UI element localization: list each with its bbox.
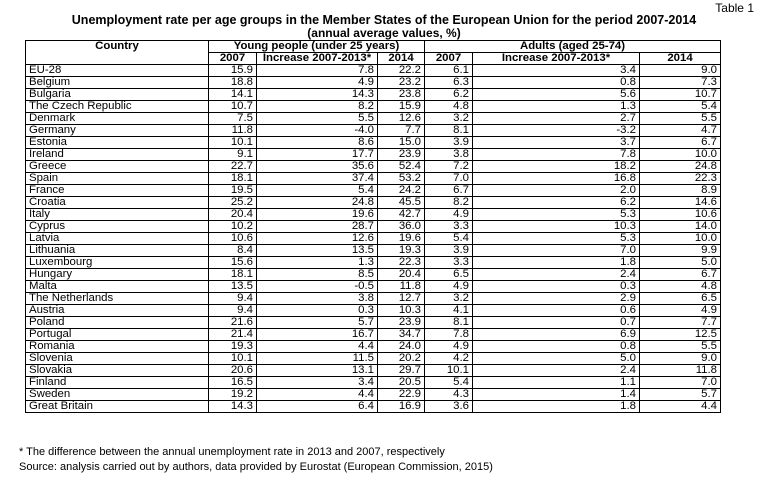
cell-country: Hungary [26, 269, 209, 281]
cell-yinc: -0.5 [257, 281, 378, 293]
cell-ainc: 18.2 [473, 161, 640, 173]
cell-a07: 3.8 [425, 149, 473, 161]
table-row [26, 389, 721, 401]
cell-y14: 23.9 [378, 149, 425, 161]
cell-country: The Czech Republic [26, 101, 209, 113]
source-note: Source: analysis carried out by authors, data provided by Eurostat (European Commission, 2015) [19, 461, 493, 473]
cell-y07: 20.6 [209, 365, 257, 377]
cell-a07: 4.1 [425, 305, 473, 317]
cell-y07: 18.1 [209, 269, 257, 281]
cell-a07: 6.2 [425, 89, 473, 101]
cell-yinc: 8.5 [257, 269, 378, 281]
table-row [26, 245, 721, 257]
footnote: * The difference between the annual unemployment rate in 2013 and 2007, respectively [19, 446, 445, 458]
cell-y14: 22.3 [378, 257, 425, 269]
cell-country: Estonia [26, 137, 209, 149]
cell-country: Great Britain [26, 401, 209, 413]
table-row [26, 221, 721, 233]
cell-ainc: 0.6 [473, 305, 640, 317]
cell-a07: 4.2 [425, 353, 473, 365]
cell-country: Austria [26, 305, 209, 317]
cell-a14: 7.0 [640, 377, 721, 389]
table-row [26, 281, 721, 293]
cell-yinc: 35.6 [257, 161, 378, 173]
cell-yinc: 4.4 [257, 341, 378, 353]
cell-country: Denmark [26, 113, 209, 125]
cell-y07: 19.3 [209, 341, 257, 353]
cell-yinc: 7.8 [257, 65, 378, 77]
cell-ainc: 5.6 [473, 89, 640, 101]
cell-a14: 11.8 [640, 365, 721, 377]
cell-a14: 14.6 [640, 197, 721, 209]
cell-a14: 5.7 [640, 389, 721, 401]
cell-y07: 20.4 [209, 209, 257, 221]
cell-ainc: 2.4 [473, 269, 640, 281]
cell-y07: 21.6 [209, 317, 257, 329]
cell-y07: 15.6 [209, 257, 257, 269]
cell-y07: 7.5 [209, 113, 257, 125]
cell-ainc: 7.0 [473, 245, 640, 257]
table-row [26, 125, 721, 137]
cell-ainc: 0.8 [473, 341, 640, 353]
table-subtitle: (annual average values, %) [307, 26, 461, 40]
cell-yinc: 17.7 [257, 149, 378, 161]
cell-country: Italy [26, 209, 209, 221]
cell-country: Sweden [26, 389, 209, 401]
cell-country: Bulgaria [26, 89, 209, 101]
cell-y14: 20.2 [378, 353, 425, 365]
cell-a14: 24.8 [640, 161, 721, 173]
cell-yinc: 37.4 [257, 173, 378, 185]
cell-country: Finland [26, 377, 209, 389]
cell-country: Malta [26, 281, 209, 293]
cell-y14: 24.0 [378, 341, 425, 353]
table-row [26, 137, 721, 149]
cell-country: Greece [26, 161, 209, 173]
table-row [26, 233, 721, 245]
table-row [26, 305, 721, 317]
cell-yinc: 6.4 [257, 401, 378, 413]
cell-a14: 5.5 [640, 341, 721, 353]
cell-a07: 3.6 [425, 401, 473, 413]
cell-country: Slovenia [26, 353, 209, 365]
cell-a14: 4.9 [640, 305, 721, 317]
cell-country: Spain [26, 173, 209, 185]
cell-yinc: 12.6 [257, 233, 378, 245]
header-young-increase: Increase 2007-2013* [257, 53, 378, 65]
cell-ainc: 5.0 [473, 353, 640, 365]
table-row [26, 89, 721, 101]
header-adults: Adults (aged 25-74) [425, 41, 721, 53]
cell-country: Lithuania [26, 245, 209, 257]
cell-yinc: 19.6 [257, 209, 378, 221]
cell-y07: 13.5 [209, 281, 257, 293]
cell-y07: 22.7 [209, 161, 257, 173]
cell-country: Cyprus [26, 221, 209, 233]
table-row [26, 329, 721, 341]
cell-ainc: 0.8 [473, 77, 640, 89]
cell-a14: 5.0 [640, 257, 721, 269]
cell-a07: 6.5 [425, 269, 473, 281]
table-row [26, 341, 721, 353]
cell-a14: 10.0 [640, 149, 721, 161]
cell-y07: 9.4 [209, 305, 257, 317]
cell-yinc: 0.3 [257, 305, 378, 317]
cell-a07: 3.2 [425, 293, 473, 305]
cell-y14: 19.6 [378, 233, 425, 245]
cell-country: Luxembourg [26, 257, 209, 269]
cell-a07: 7.0 [425, 173, 473, 185]
cell-ainc: 10.3 [473, 221, 640, 233]
cell-a07: 3.3 [425, 257, 473, 269]
cell-yinc: 5.7 [257, 317, 378, 329]
cell-yinc: 3.4 [257, 377, 378, 389]
cell-y07: 9.4 [209, 293, 257, 305]
cell-ainc: -3.2 [473, 125, 640, 137]
cell-y14: 12.7 [378, 293, 425, 305]
cell-a07: 3.2 [425, 113, 473, 125]
cell-y14: 22.2 [378, 65, 425, 77]
cell-ainc: 3.4 [473, 65, 640, 77]
table-title: Unemployment rate per age groups in the Member States of the European Union for the period 2007-2014 [71, 13, 697, 27]
cell-yinc: 5.5 [257, 113, 378, 125]
cell-yinc: 28.7 [257, 221, 378, 233]
cell-yinc: 14.3 [257, 89, 378, 101]
cell-y14: 10.3 [378, 305, 425, 317]
cell-yinc: 4.4 [257, 389, 378, 401]
cell-y14: 19.3 [378, 245, 425, 257]
cell-y14: 15.9 [378, 101, 425, 113]
cell-y14: 20.4 [378, 269, 425, 281]
cell-y14: 22.9 [378, 389, 425, 401]
cell-ainc: 5.3 [473, 233, 640, 245]
cell-country: Poland [26, 317, 209, 329]
cell-country: Romania [26, 341, 209, 353]
cell-a07: 3.3 [425, 221, 473, 233]
cell-y07: 8.4 [209, 245, 257, 257]
cell-yinc: 13.5 [257, 245, 378, 257]
cell-ainc: 1.3 [473, 101, 640, 113]
cell-yinc: 13.1 [257, 365, 378, 377]
table-row [26, 365, 721, 377]
cell-y14: 34.7 [378, 329, 425, 341]
header-young-2007: 2007 [209, 53, 257, 65]
cell-country: Croatia [26, 197, 209, 209]
cell-a14: 7.3 [640, 77, 721, 89]
cell-country: France [26, 185, 209, 197]
table-row [26, 293, 721, 305]
cell-a07: 4.3 [425, 389, 473, 401]
cell-a07: 3.9 [425, 137, 473, 149]
cell-y07: 14.1 [209, 89, 257, 101]
table-row [26, 101, 721, 113]
cell-yinc: -4.0 [257, 125, 378, 137]
cell-yinc: 11.5 [257, 353, 378, 365]
table-row [26, 197, 721, 209]
cell-ainc: 1.8 [473, 401, 640, 413]
cell-ainc: 0.3 [473, 281, 640, 293]
cell-country: Slovakia [26, 365, 209, 377]
cell-a07: 3.9 [425, 245, 473, 257]
cell-y14: 24.2 [378, 185, 425, 197]
cell-yinc: 24.8 [257, 197, 378, 209]
header-adult-increase: Increase 2007-2013* [473, 53, 640, 65]
table-label: Table 1 [715, 1, 754, 15]
cell-a14: 8.9 [640, 185, 721, 197]
cell-yinc: 5.4 [257, 185, 378, 197]
cell-y14: 45.5 [378, 197, 425, 209]
cell-y07: 18.8 [209, 77, 257, 89]
table-row [26, 161, 721, 173]
cell-a14: 4.7 [640, 125, 721, 137]
cell-ainc: 0.7 [473, 317, 640, 329]
cell-ainc: 1.8 [473, 257, 640, 269]
cell-y07: 10.7 [209, 101, 257, 113]
cell-a14: 10.7 [640, 89, 721, 101]
cell-y07: 19.5 [209, 185, 257, 197]
cell-a14: 22.3 [640, 173, 721, 185]
cell-y07: 14.3 [209, 401, 257, 413]
table-row [26, 353, 721, 365]
cell-y14: 23.8 [378, 89, 425, 101]
table-row [26, 173, 721, 185]
table-row [26, 185, 721, 197]
cell-a14: 9.9 [640, 245, 721, 257]
cell-y07: 10.6 [209, 233, 257, 245]
cell-y07: 10.2 [209, 221, 257, 233]
cell-ainc: 6.9 [473, 329, 640, 341]
cell-y14: 15.0 [378, 137, 425, 149]
cell-ainc: 2.0 [473, 185, 640, 197]
cell-y14: 7.7 [378, 125, 425, 137]
table-row [26, 317, 721, 329]
cell-country: Ireland [26, 149, 209, 161]
cell-yinc: 8.2 [257, 101, 378, 113]
cell-a14: 4.4 [640, 401, 721, 413]
cell-a14: 10.0 [640, 233, 721, 245]
cell-a07: 5.4 [425, 233, 473, 245]
cell-a07: 8.1 [425, 317, 473, 329]
cell-yinc: 4.9 [257, 77, 378, 89]
cell-ainc: 2.9 [473, 293, 640, 305]
cell-yinc: 3.8 [257, 293, 378, 305]
cell-ainc: 7.8 [473, 149, 640, 161]
cell-a14: 6.7 [640, 269, 721, 281]
table-row [26, 377, 721, 389]
cell-a14: 4.8 [640, 281, 721, 293]
header-young-2014: 2014 [378, 53, 425, 65]
cell-y14: 16.9 [378, 401, 425, 413]
cell-ainc: 2.4 [473, 365, 640, 377]
cell-a07: 8.1 [425, 125, 473, 137]
cell-a14: 5.4 [640, 101, 721, 113]
cell-a07: 8.2 [425, 197, 473, 209]
cell-y07: 16.5 [209, 377, 257, 389]
cell-ainc: 1.4 [473, 389, 640, 401]
cell-y07: 25.2 [209, 197, 257, 209]
cell-a14: 9.0 [640, 353, 721, 365]
cell-y07: 15.9 [209, 65, 257, 77]
table-row [26, 149, 721, 161]
cell-ainc: 2.7 [473, 113, 640, 125]
cell-y07: 18.1 [209, 173, 257, 185]
cell-y14: 11.8 [378, 281, 425, 293]
cell-a14: 6.5 [640, 293, 721, 305]
cell-ainc: 5.3 [473, 209, 640, 221]
cell-a07: 5.4 [425, 377, 473, 389]
cell-a07: 6.1 [425, 65, 473, 77]
cell-a14: 7.7 [640, 317, 721, 329]
cell-a07: 7.2 [425, 161, 473, 173]
table-row [26, 209, 721, 221]
table-row [26, 65, 721, 77]
cell-a07: 4.9 [425, 341, 473, 353]
cell-country: Belgium [26, 77, 209, 89]
table-row [26, 77, 721, 89]
cell-y14: 52.4 [378, 161, 425, 173]
cell-a07: 6.3 [425, 77, 473, 89]
cell-a07: 6.7 [425, 185, 473, 197]
cell-a14: 9.0 [640, 65, 721, 77]
cell-a14: 10.6 [640, 209, 721, 221]
cell-y07: 9.1 [209, 149, 257, 161]
cell-a14: 12.5 [640, 329, 721, 341]
cell-yinc: 8.6 [257, 137, 378, 149]
table-row [26, 269, 721, 281]
cell-yinc: 1.3 [257, 257, 378, 269]
header-adult-2007: 2007 [425, 53, 473, 65]
header-adult-2014: 2014 [640, 53, 721, 65]
cell-y14: 53.2 [378, 173, 425, 185]
cell-a14: 6.7 [640, 137, 721, 149]
cell-country: Latvia [26, 233, 209, 245]
cell-y07: 10.1 [209, 137, 257, 149]
cell-y07: 10.1 [209, 353, 257, 365]
cell-a07: 7.8 [425, 329, 473, 341]
header-country: Country [26, 41, 209, 53]
cell-a14: 14.0 [640, 221, 721, 233]
cell-y14: 12.6 [378, 113, 425, 125]
cell-ainc: 1.1 [473, 377, 640, 389]
cell-a14: 5.5 [640, 113, 721, 125]
cell-a07: 10.1 [425, 365, 473, 377]
cell-y14: 29.7 [378, 365, 425, 377]
table-row [26, 257, 721, 269]
cell-y07: 19.2 [209, 389, 257, 401]
cell-y14: 23.2 [378, 77, 425, 89]
cell-ainc: 3.7 [473, 137, 640, 149]
table-row [26, 113, 721, 125]
cell-y14: 23.9 [378, 317, 425, 329]
cell-a07: 4.8 [425, 101, 473, 113]
cell-y07: 21.4 [209, 329, 257, 341]
cell-ainc: 16.8 [473, 173, 640, 185]
cell-yinc: 16.7 [257, 329, 378, 341]
unemployment-table [25, 40, 721, 413]
cell-y14: 36.0 [378, 221, 425, 233]
cell-country: EU-28 [26, 65, 209, 77]
cell-a07: 4.9 [425, 209, 473, 221]
cell-y07: 11.8 [209, 125, 257, 137]
cell-a07: 4.9 [425, 281, 473, 293]
cell-country: Portugal [26, 329, 209, 341]
table-row [26, 401, 721, 413]
cell-y14: 42.7 [378, 209, 425, 221]
cell-country: The Netherlands [26, 293, 209, 305]
header-young-people: Young people (under 25 years) [209, 41, 425, 53]
cell-ainc: 6.2 [473, 197, 640, 209]
cell-y14: 20.5 [378, 377, 425, 389]
cell-country: Germany [26, 125, 209, 137]
